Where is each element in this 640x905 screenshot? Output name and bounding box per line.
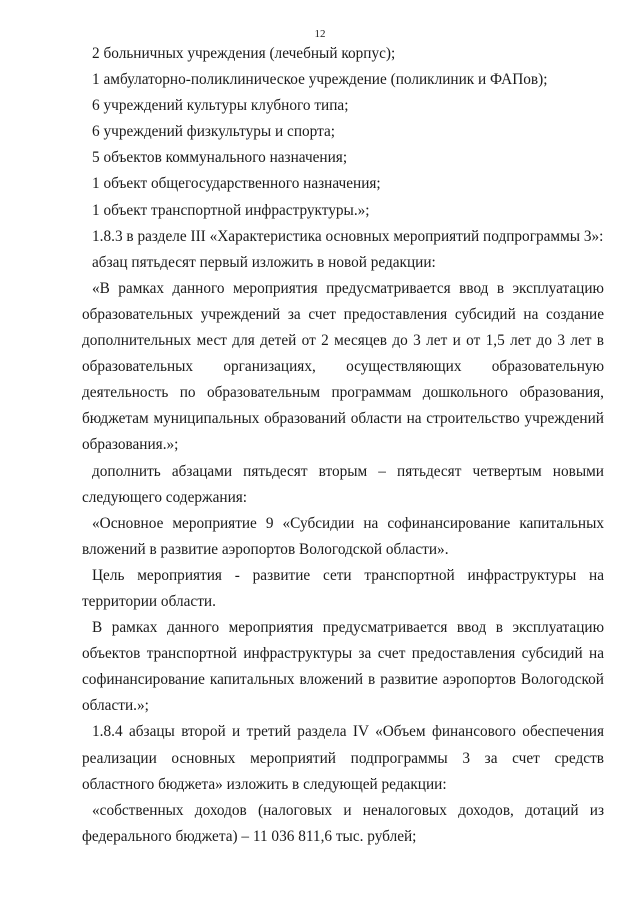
paragraph-education-measure: «В рамках данного мероприятия предусматривается ввод в эксплуатацию образовательных учреждений за счет предоставления субсидий на создание дополнительных мест для детей от 2 месяцев до 3 лет и от 1,5 лет до 3 лет в образовательных организациях, осуществляющих образовательную деятельность по образовательным программам дошкольного образования, бюджетам муниципальных образований области на строительство учреждений образования.»;: [82, 279, 604, 454]
list-item-sport: 6 учреждений физкультуры и спорта;: [92, 123, 336, 141]
document-body: [82, 41, 604, 850]
list-item-state: 1 объект общегосударственного назначения;: [92, 175, 381, 193]
paragraph-instruction-52-54: дополнить абзацами пятьдесят вторым – пятьдесят четвертым новыми следующего содержания:: [82, 462, 604, 506]
paragraph-transport-measure: В рамках данного мероприятия предусматривается ввод в эксплуатацию объектов транспортной инфраструктуры за счет предоставления субсидий на софинансирование капитальных вложений в развитие аэропортов Вологодской области.»;: [82, 619, 604, 715]
list-item-polyclinic: 1 амбулаторно-поликлиническое учреждение (поликлиник и ФАПов);: [92, 71, 548, 89]
clause-1-8-3: 1.8.3 в разделе III «Характеристика основных мероприятий подпрограммы 3»:: [92, 227, 604, 245]
list-item-culture: 6 учреждений культуры клубного типа;: [92, 97, 349, 115]
list-item-hospitals: 2 больничных учреждения (лечебный корпус);: [92, 45, 396, 62]
list-item-communal: 5 объектов коммунального назначения;: [92, 149, 348, 167]
paragraph-instruction-51: абзац пятьдесят первый изложить в новой редакции:: [92, 253, 436, 271]
paragraph-main-measure-9: «Основное мероприятие 9 «Субсидии на софинансирование капитальных вложений в развитие аэропортов Вологодской области».: [82, 514, 604, 558]
list-item-transport: 1 объект транспортной инфраструктуры.»;: [92, 201, 370, 219]
paragraph-own-revenues: «собственных доходов (налоговых и неналоговых доходов, дотаций из федерального бюджета) – 11 036 811,6 тыс. рублей;: [82, 801, 604, 845]
paragraph-measure-goal: Цель мероприятия - развитие сети транспортной инфраструктуры на территории области.: [82, 566, 604, 610]
page-number: 12: [314, 28, 326, 40]
clause-1-8-4: 1.8.4 абзацы второй и третий раздела IV «Объем финансового обеспечения реализации основных мероприятий подпрограммы 3 за счет средств областного бюджета» изложить в следующей редакции:: [82, 723, 604, 793]
